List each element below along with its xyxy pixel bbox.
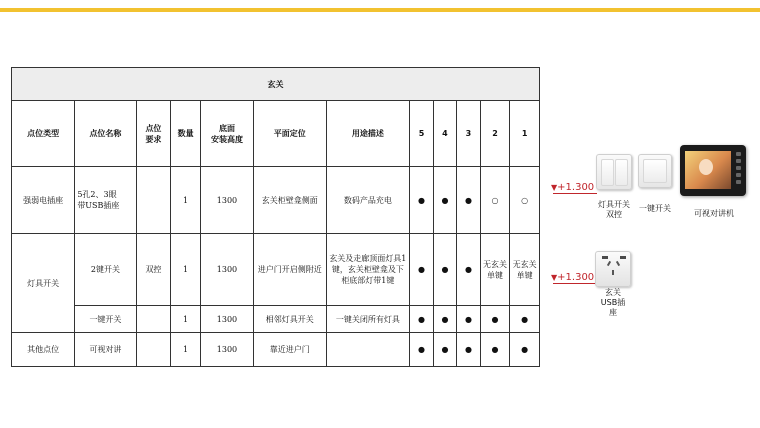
level-value: +1.300 [557,272,595,283]
level-value: +1.300 [557,182,595,193]
double-switch-caption: 灯具开关 双控 [598,200,630,219]
level-triangle-icon: ▼ [551,273,558,282]
cell-grade-1: ● [510,333,540,367]
cell-quantity: 1 [171,333,201,367]
level-mark-top [551,182,594,193]
table-row [12,234,540,306]
cell-grade-2: 无玄关 单键 [480,234,510,306]
cell-requirement [136,306,171,333]
cell-name: 2键开关 [75,234,136,306]
header-grade-3: 3 [457,101,480,167]
header-grade-5: 5 [410,101,433,167]
cell-requirement [136,333,171,367]
cell-grade-3: ● [457,333,480,367]
level-triangle-icon: ▼ [551,183,558,192]
header-row [12,101,540,167]
level-line-top [553,193,597,194]
cell-grade-3: ● [457,167,480,234]
cell-usage: 一键关闭所有灯具 [326,306,410,333]
cell-grade-2: ○ [480,167,510,234]
usb-socket-caption: 玄关 USB插 座 [600,288,626,317]
header-usage: 用途描述 [326,101,410,167]
cell-grade-4: ● [433,333,456,367]
cell-name: 一键开关 [75,306,136,333]
cell-quantity: 1 [171,306,201,333]
cell-grade-2: ● [480,333,510,367]
header-requirement: 点位 要求 [136,101,171,167]
cell-position: 相邻灯具开关 [254,306,327,333]
cell-usage: 玄关及走廊顶面灯具1键，玄关柜壁龛及下柜底部灯带1键 [326,234,410,306]
cell-grade-4: ● [433,306,456,333]
cell-usage [326,333,410,367]
header-position: 平面定位 [254,101,327,167]
top-accent-bar [0,8,760,12]
cell-grade-1: 无玄关 单键 [510,234,540,306]
intercom-image [680,145,746,196]
cell-type: 其他点位 [12,333,75,367]
header-name: 点位名称 [75,101,136,167]
cell-grade-2: ● [480,306,510,333]
cell-height: 1300 [200,306,253,333]
level-line-bottom [553,283,597,284]
cell-height: 1300 [200,167,253,234]
cell-position: 玄关柜壁龛侧面 [254,167,327,234]
cell-quantity: 1 [171,167,201,234]
cell-position: 进户门开启侧附近 [254,234,327,306]
cell-grade-5: ● [410,167,433,234]
table-row [12,306,540,333]
cell-grade-4: ● [433,234,456,306]
single-switch-image [638,154,672,188]
entrance-points-table [11,67,540,367]
cell-position: 靠近进户门 [254,333,327,367]
cell-grade-1: ● [510,306,540,333]
header-grade-2: 2 [480,101,510,167]
cell-name: 可视对讲 [75,333,136,367]
level-mark-bottom [551,272,594,283]
cell-requirement [136,167,171,234]
cell-height: 1300 [200,333,253,367]
cell-grade-3: ● [457,234,480,306]
header-grade-1: 1 [510,101,540,167]
cell-usage: 数码产品充电 [326,167,410,234]
cell-grade-5: ● [410,306,433,333]
cell-type: 强弱电插座 [12,167,75,234]
double-switch-image [596,154,632,190]
cell-grade-5: ● [410,333,433,367]
cell-quantity: 1 [171,234,201,306]
header-quantity: 数量 [171,101,201,167]
table-title: 玄关 [12,68,540,101]
cell-name: 5孔2、3眼 带USB插座 [75,167,136,234]
cell-requirement: 双控 [136,234,171,306]
header-grade-4: 4 [433,101,456,167]
intercom-caption: 可视对讲机 [694,209,734,218]
cell-grade-1: ○ [510,167,540,234]
header-install-height: 底面 安装高度 [200,101,253,167]
cell-grade-4: ● [433,167,456,234]
table-row [12,333,540,367]
cell-type: 灯具开关 [12,234,75,333]
header-type: 点位类型 [12,101,75,167]
usb-socket-image [595,251,631,287]
cell-height: 1300 [200,234,253,306]
single-switch-caption: 一键开关 [639,204,671,213]
cell-grade-3: ● [457,306,480,333]
table-row [12,167,540,234]
cell-grade-5: ● [410,234,433,306]
